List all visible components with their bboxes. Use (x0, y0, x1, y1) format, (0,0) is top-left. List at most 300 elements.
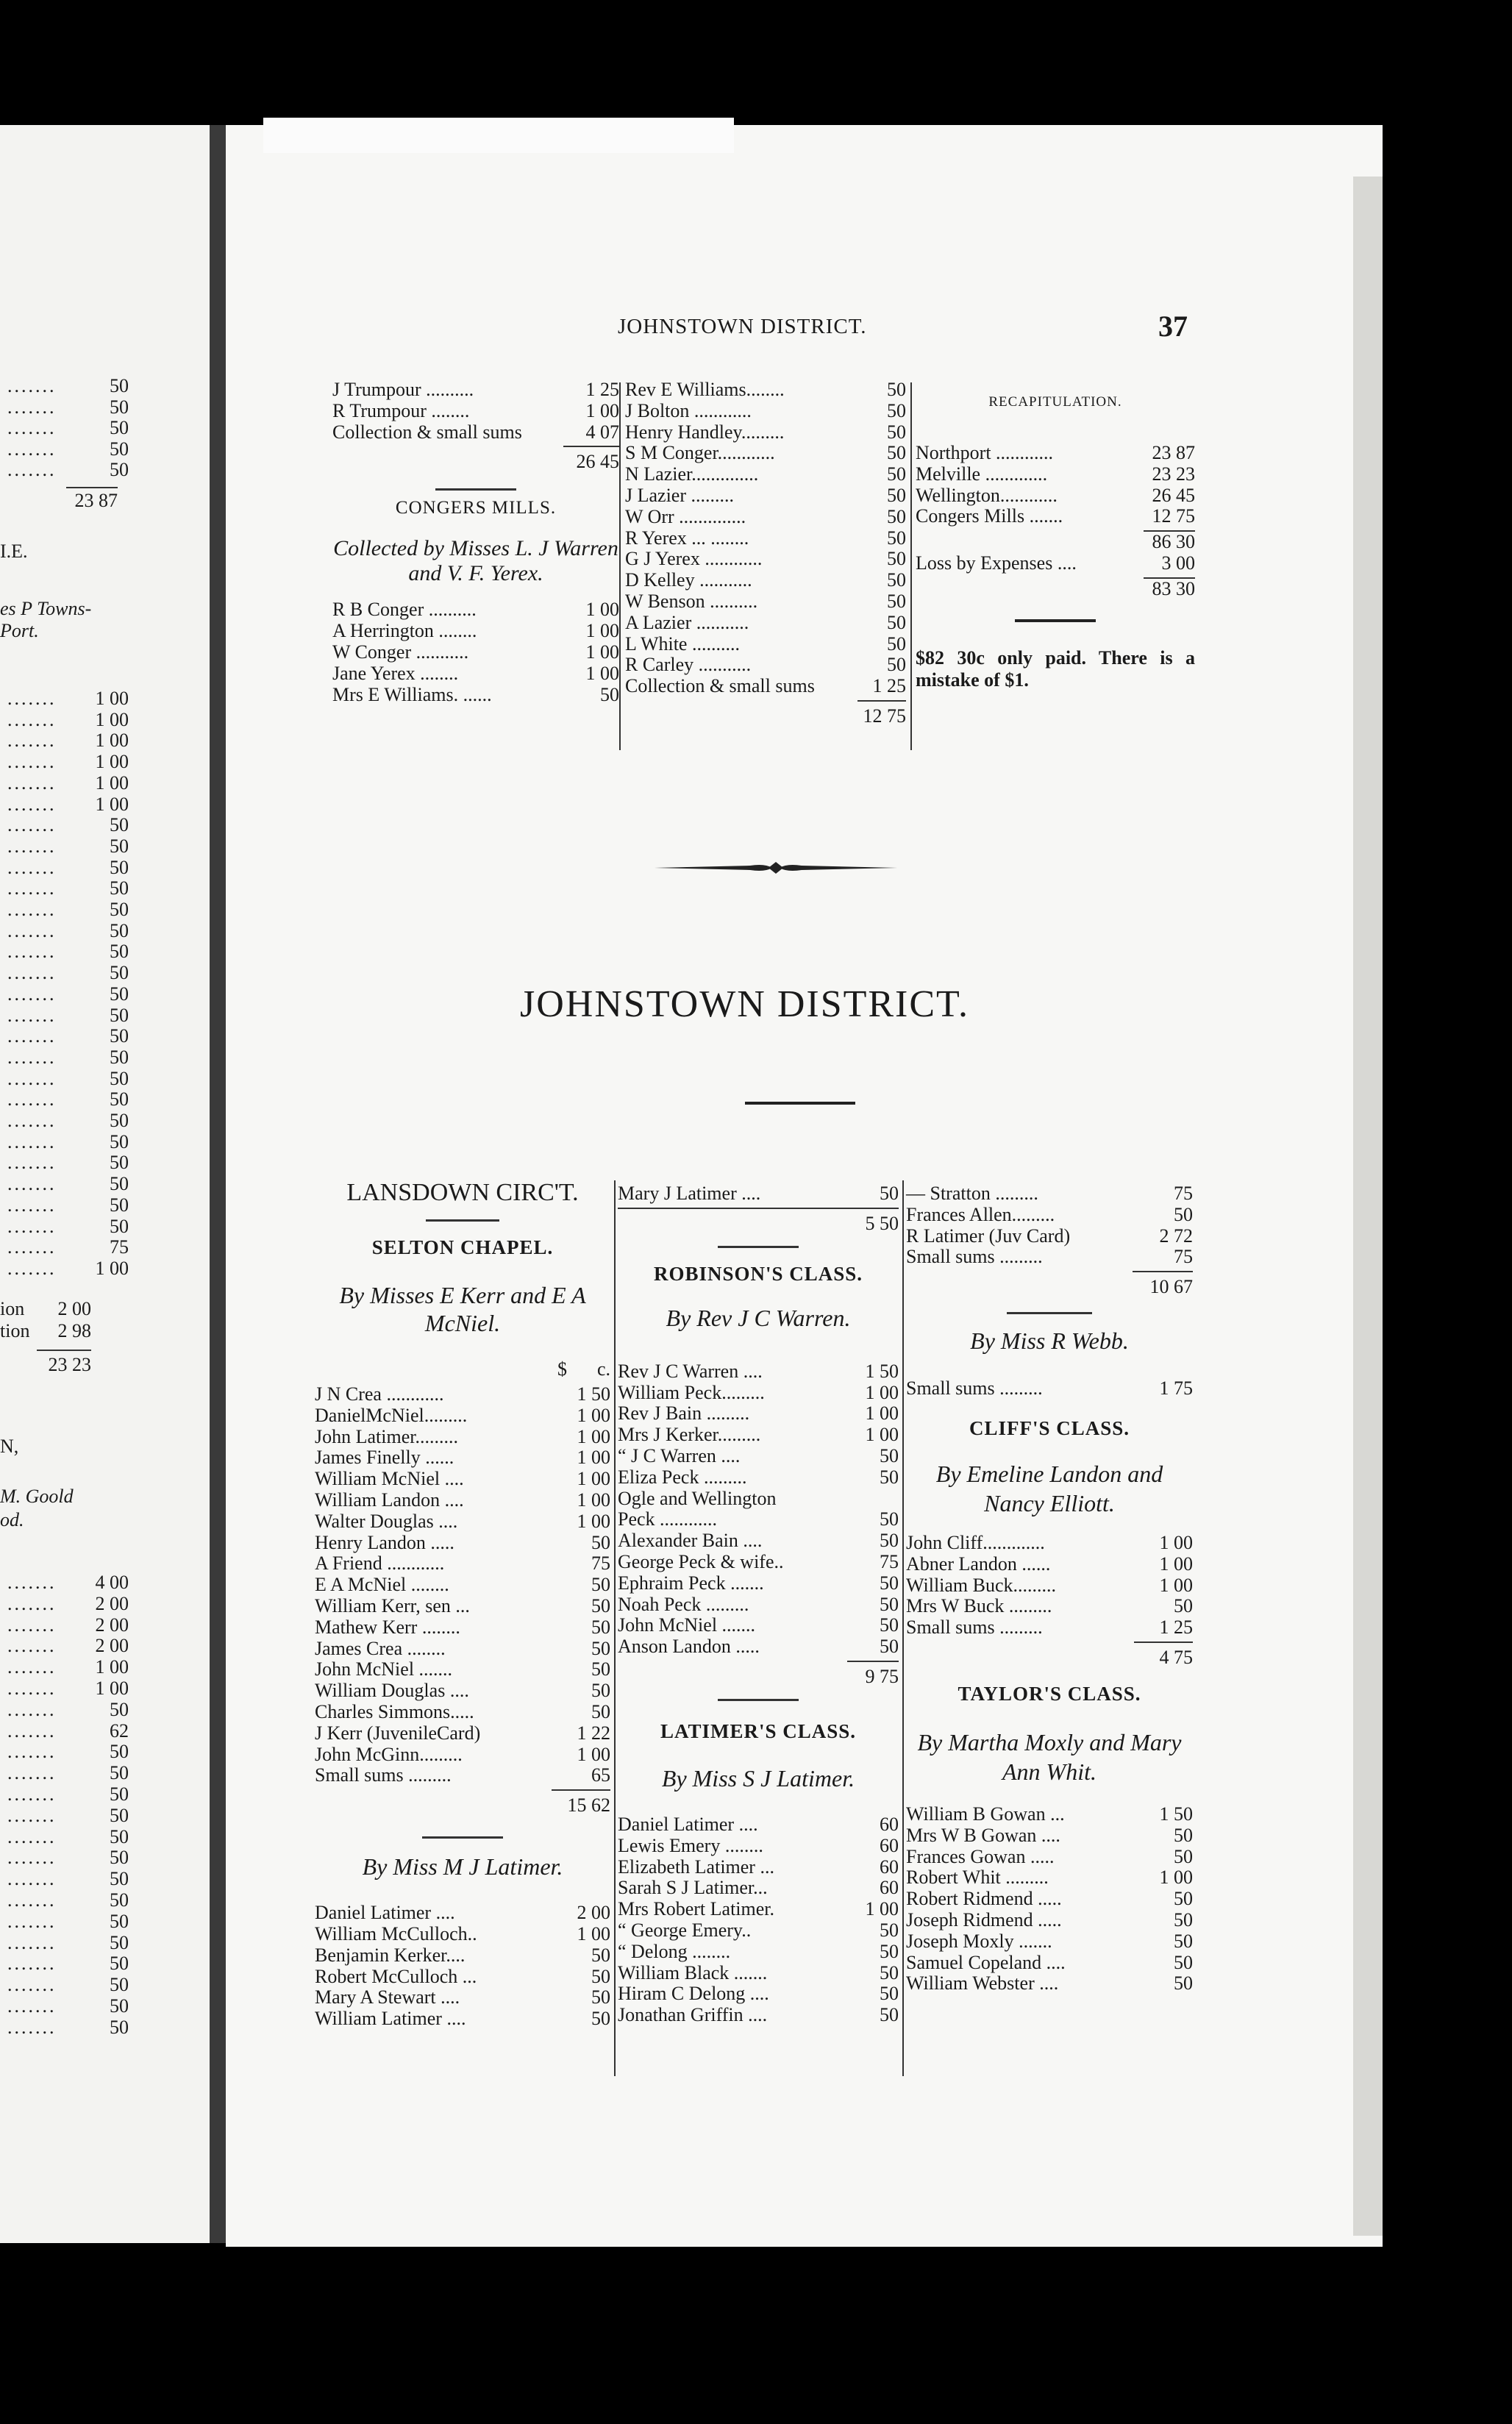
contributor-name: George Peck & wife.. (618, 1550, 784, 1572)
note: $82 30c only paid. There is a mistake of $1. (916, 646, 1195, 691)
ledger-row (315, 1659, 610, 1680)
ledger-row (625, 464, 906, 485)
amount: 50 (887, 505, 906, 527)
amount: 65 (591, 1764, 610, 1786)
amount: 50 (880, 1466, 899, 1488)
amount: 1 00 (585, 662, 619, 684)
contributor-name: Charles Simmons..... (315, 1700, 474, 1722)
leader-dots: ....... (7, 396, 57, 418)
contributor-name: Collection & small sums (332, 421, 522, 443)
ledger-row (332, 599, 619, 621)
contributor-name: Mrs J Kerker......... (618, 1424, 761, 1446)
left-amount: 50 (110, 375, 129, 396)
amount: 50 (887, 611, 906, 633)
ledger-row (332, 379, 619, 401)
amount: 1 00 (865, 1898, 899, 1920)
left-amount: 1 00 (95, 793, 129, 815)
left-amount: 50 (110, 962, 129, 984)
contributor-name: Rev E Williams........ (625, 379, 785, 400)
ornament-divider (655, 853, 897, 883)
contributor-name: William Buck......... (906, 1574, 1057, 1596)
left-amount: 50 (110, 1046, 129, 1068)
contributor-name: Sarah S J Latimer... (618, 1877, 768, 1899)
contributor-name: Mrs Robert Latimer. (618, 1898, 775, 1920)
ledger-row (315, 1405, 610, 1427)
contributor-name: James Crea ........ (315, 1637, 446, 1659)
contributor-name: Joseph Ridmend ..... (906, 1908, 1062, 1931)
ledger-row (315, 1903, 610, 1924)
ledger-row (315, 1384, 610, 1405)
ledger-row (618, 1361, 899, 1383)
ledger-row (332, 422, 619, 443)
ledger-row (315, 1575, 610, 1596)
left-amount: 50 (110, 899, 129, 920)
contributor-name: John Latimer......... (315, 1425, 458, 1447)
amount: 50 (1174, 1951, 1193, 1973)
ledger-row (625, 570, 906, 591)
leader-dots: ....... (7, 1572, 57, 1593)
ledger-row (332, 621, 619, 642)
contributor-name: William Latimer .... (315, 2008, 466, 2030)
contributor-name: Mathew Kerr ........ (315, 1616, 460, 1638)
leader-dots: ....... (7, 1995, 57, 2017)
amount: 75 (1174, 1183, 1193, 1204)
left-amount: 50 (110, 1783, 129, 1805)
class-heading: ROBINSON'S CLASS. (653, 1262, 863, 1285)
ledger-row (618, 1403, 899, 1425)
ledger-row (315, 1617, 610, 1639)
left-amount: 2 00 (57, 1298, 91, 1319)
ledger-row (906, 1953, 1193, 1974)
contributor-name: J Kerr (JuvenileCard) (315, 1722, 481, 1744)
class-heading: LATIMER'S CLASS. (660, 1719, 857, 1742)
ledger-row (625, 485, 906, 507)
collectors-note: Collected by Misses L. J Warren and V. F. Yerex. (333, 536, 618, 586)
amount: 50 (887, 632, 906, 655)
amount: 75 (1174, 1246, 1193, 1268)
contributor-name: L White .......... (625, 632, 740, 655)
left-amount: 2 98 (57, 1320, 91, 1341)
contributor-name: Congers Mills ....... (916, 505, 1063, 527)
amount: 50 (887, 527, 906, 549)
leader-dots: ....... (7, 1678, 57, 1699)
left-amount: 62 (110, 1719, 129, 1742)
amount: 1 00 (865, 1424, 899, 1446)
leader-dots: ....... (7, 962, 57, 984)
contributor-name: William Webster .... (906, 1972, 1059, 1995)
contributor-name: J Bolton ............ (625, 399, 752, 421)
ledger-row (906, 1617, 1193, 1639)
ledger-row (315, 1765, 610, 1786)
leader-dots: ....... (7, 1004, 57, 1026)
left-amount: 4 00 (95, 1572, 129, 1593)
ledger-row (906, 1910, 1193, 1931)
class-heading: CLIFF'S CLASS. (969, 1416, 1130, 1439)
contributor-name: Elizabeth Latimer ... (618, 1856, 774, 1878)
amount: 50 (591, 2008, 610, 2030)
contributor-name: Small sums ......... (906, 1616, 1043, 1639)
leader-dots: ....... (7, 459, 57, 481)
amount: 23 23 (1152, 463, 1195, 485)
ledger-row (906, 1804, 1193, 1825)
title-rule (745, 1102, 855, 1105)
leader-dots: ....... (7, 1910, 57, 1932)
amount: 50 (1174, 1203, 1193, 1225)
ledger-row (618, 2005, 899, 2026)
contributor-name: William McNiel .... (315, 1468, 464, 1490)
column-divider (614, 1180, 616, 2076)
leader-dots: ....... (7, 751, 57, 773)
amount: 50 (591, 1531, 610, 1553)
collectors-note: By Misses E Kerr and E A McNiel. (339, 1282, 586, 1336)
contributor-name: — Stratton ......... (906, 1183, 1038, 1204)
left-amount: 50 (110, 1953, 129, 1975)
leader-dots: ....... (7, 1889, 57, 1911)
contributor-name: William Landon .... (315, 1489, 464, 1511)
page-number: 37 (1158, 310, 1188, 343)
amount: 50 (880, 1961, 899, 1983)
column-divider (910, 382, 912, 750)
amount: 75 (591, 1553, 610, 1575)
left-amount: 50 (110, 417, 129, 439)
left-amount: 2 00 (95, 1592, 129, 1614)
amount: 1 00 (585, 399, 619, 421)
column-divider (902, 1180, 904, 2076)
ledger-row (906, 1205, 1193, 1226)
left-fragment: Port. (0, 620, 39, 641)
ledger-row (906, 1554, 1193, 1575)
ledger-row (625, 591, 906, 613)
contributor-name: E A McNiel ........ (315, 1574, 449, 1596)
ledger-row (315, 1469, 610, 1490)
left-amount: 50 (110, 835, 129, 857)
amount: 60 (880, 1877, 899, 1899)
ledger-row (906, 1596, 1193, 1617)
contributor-name: R Yerex ... ........ (625, 527, 749, 549)
left-total: 23 23 (37, 1350, 91, 1376)
ledger-row (332, 663, 619, 685)
ledger-row (906, 1973, 1193, 1995)
ledger-row (906, 1847, 1193, 1868)
running-header: JOHNSTOWN DISTRICT. (618, 315, 867, 338)
leader-dots: ....... (7, 417, 57, 439)
ledger-row (315, 1680, 610, 1702)
paper-strip (263, 118, 734, 153)
leader-dots: ....... (7, 1698, 57, 1720)
contributor-name: A Lazier ........... (625, 611, 749, 633)
leader-dots: ....... (7, 1046, 57, 1068)
ledger-row (625, 507, 906, 528)
left-amount: 50 (110, 1995, 129, 2017)
leader-dots: ....... (7, 1592, 57, 1614)
ledger-row (916, 443, 1195, 464)
amount: 50 (887, 569, 906, 591)
leader-dots: ....... (7, 1025, 57, 1047)
left-amount: 1 00 (95, 688, 129, 709)
left-amount: 1 00 (95, 751, 129, 773)
leader-dots: ....... (7, 730, 57, 752)
top-column-2 (625, 379, 906, 731)
ledger-row (618, 1814, 899, 1836)
left-fragment: tion (0, 1320, 30, 1341)
contributor-name: Ogle and Wellington (618, 1487, 777, 1509)
contributor-name: Collection & small sums (625, 675, 815, 697)
amount: 50 (1174, 1595, 1193, 1617)
amount: 50 (1174, 1972, 1193, 1995)
amount: 50 (880, 1508, 899, 1530)
amount: 1 00 (1159, 1553, 1193, 1575)
leader-dots: ....... (7, 2016, 57, 2038)
contributor-name: Rev J C Warren .... (618, 1360, 763, 1382)
contributor-name: Peck ............ (618, 1508, 718, 1530)
left-fragment: N, (0, 1436, 19, 1457)
top-column-3 (916, 379, 1195, 691)
leader-dots: ....... (7, 1783, 57, 1805)
amount: 12 75 (1152, 505, 1195, 527)
contributor-name: Melville ............. (916, 463, 1048, 485)
amount: 50 (600, 683, 619, 705)
loss-value: 3 00 (1161, 552, 1195, 574)
top-column-1 (332, 379, 619, 705)
ledger-row (625, 549, 906, 570)
amount: 1 00 (585, 641, 619, 663)
contributor-name: W Benson .......... (625, 590, 758, 612)
leader-dots: ....... (7, 375, 57, 396)
subtotal: 86 30 (1152, 531, 1195, 553)
section-heading: CONGERS MILLS. (395, 498, 557, 518)
left-amount: 50 (110, 1804, 129, 1826)
page-edge (1353, 177, 1383, 2236)
left-amount: 1 00 (95, 1678, 129, 1699)
contributor-name: Anson Landon ..... (618, 1636, 760, 1658)
leader-dots: ....... (7, 793, 57, 815)
contributor-name: Walter Douglas .... (315, 1510, 458, 1532)
contributor-name: John Cliff............. (906, 1531, 1045, 1553)
leader-dots: ....... (7, 835, 57, 857)
contributor-name: William McCulloch.. (315, 1922, 477, 1944)
left-amount: 50 (110, 1868, 129, 1890)
left-amount: 50 (110, 1847, 129, 1869)
ledger-row (618, 1446, 899, 1467)
ledger-row (332, 642, 619, 663)
amount: 1 22 (577, 1722, 610, 1744)
leader-dots: ....... (7, 1067, 57, 1089)
left-amount: 2 00 (95, 1635, 129, 1657)
contributor-name: Benjamin Kerker.... (315, 1944, 466, 1966)
ledger-row (315, 1723, 610, 1744)
leader-dots: ....... (7, 1236, 57, 1258)
left-amount: 50 (110, 1741, 129, 1763)
contributor-name: John McNiel ....... (618, 1614, 756, 1636)
amount: 1 50 (577, 1383, 610, 1405)
amount: 1 00 (577, 1510, 610, 1532)
amount: 50 (1174, 1888, 1193, 1910)
ledger-row (315, 1447, 610, 1469)
collectors-note: By Martha Moxly and Mary Ann Whit. (917, 1728, 1182, 1785)
ledger-row (618, 1509, 899, 1530)
ledger-row (618, 1857, 899, 1878)
amount: 60 (880, 1813, 899, 1835)
section-title: JOHNSTOWN DISTRICT. (520, 983, 969, 1025)
ledger-row (315, 1596, 610, 1617)
left-page (0, 125, 210, 2243)
amount: 50 (880, 2004, 899, 2026)
ledger-row (315, 2008, 610, 2030)
dollar-label: $ (557, 1358, 567, 1380)
amount: 4 07 (585, 421, 619, 443)
contributor-name: Henry Handley......... (625, 421, 785, 443)
ledger-row (315, 1702, 610, 1723)
loss-label: Loss by Expenses .... (916, 552, 1077, 574)
amount: 50 (880, 1940, 899, 1962)
amount: 1 25 (1159, 1616, 1193, 1639)
book-gutter (210, 125, 226, 2243)
amount: 50 (887, 548, 906, 570)
ledger-row (315, 1924, 610, 1945)
ledger-row (906, 1867, 1193, 1889)
amount: 50 (591, 1965, 610, 1987)
amount: 50 (887, 654, 906, 676)
cents-label: c. (596, 1358, 610, 1380)
collectors-note: By Rev J C Warren. (666, 1304, 851, 1331)
ledger-row (618, 1552, 899, 1573)
amount: 50 (591, 1594, 610, 1616)
left-amount: 1 00 (95, 1656, 129, 1678)
amount: 1 00 (1159, 1867, 1193, 1889)
contributor-name: Daniel Latimer .... (618, 1813, 758, 1835)
contributor-name: Joseph Moxly ....... (906, 1930, 1052, 1952)
amount: 50 (887, 442, 906, 464)
amount: 50 (591, 1944, 610, 1966)
amount: 2 00 (577, 1902, 610, 1924)
ledger-row (906, 1226, 1193, 1247)
amount: 50 (880, 1444, 899, 1466)
contributor-name: Abner Landon ...... (906, 1553, 1051, 1575)
left-fragment: es P Towns- (0, 598, 92, 619)
amount: 75 (880, 1550, 899, 1572)
amount: 1 00 (865, 1381, 899, 1403)
left-amount: 50 (110, 1910, 129, 1932)
ledger-row (916, 464, 1195, 485)
ledger-row (906, 1533, 1193, 1554)
ledger-row (315, 1945, 610, 1967)
amount: 1 25 (872, 675, 906, 697)
contributor-name: D Kelley ........... (625, 569, 752, 591)
contributor-name: J N Crea ............ (315, 1383, 444, 1405)
left-amount: 50 (110, 877, 129, 899)
left-amount: 50 (110, 983, 129, 1005)
leader-dots: ....... (7, 1173, 57, 1195)
left-amount: 1 00 (95, 730, 129, 752)
amount: 50 (591, 1986, 610, 2008)
ledger-row (625, 528, 906, 549)
leader-dots: ....... (7, 814, 57, 836)
amount: 50 (880, 1614, 899, 1636)
contributor-name: “ Delong ........ (618, 1940, 731, 1962)
ledger-row (332, 685, 619, 706)
amount: 50 (880, 1183, 899, 1204)
contributor-name: Northport ............ (916, 442, 1054, 463)
bottom-column-1 (315, 1177, 610, 2030)
left-amount: 50 (110, 856, 129, 878)
ledger-row (906, 1378, 1193, 1400)
amount: 50 (1174, 1930, 1193, 1952)
subtotal: 5 50 (865, 1212, 899, 1234)
contributor-name: Alexander Bain .... (618, 1530, 763, 1552)
left-amount: 50 (110, 1004, 129, 1026)
contributor-name: Frances Allen......... (906, 1203, 1055, 1225)
amount: 1 50 (1159, 1803, 1193, 1825)
ledger-row (315, 1490, 610, 1511)
contributor-name: N Lazier.............. (625, 463, 759, 485)
contributor-name: James Finelly ...... (315, 1447, 454, 1469)
left-amount: 75 (110, 1236, 129, 1258)
ledger-row (315, 1639, 610, 1660)
contributor-name: Noah Peck ......... (618, 1593, 749, 1615)
subtotal: 10 67 (1149, 1276, 1193, 1298)
contributor-name: Jonathan Griffin .... (618, 2004, 768, 2026)
contributor-name: William Kerr, sen ... (315, 1594, 470, 1616)
amount: 50 (880, 1636, 899, 1658)
contributor-name: Mrs W B Gowan .... (906, 1824, 1060, 1846)
contributor-name: “ George Emery.. (618, 1919, 752, 1941)
leader-dots: ....... (7, 1953, 57, 1975)
contributor-name: Frances Gowan ..... (906, 1845, 1055, 1867)
leader-dots: ....... (7, 1974, 57, 1996)
amount: 1 00 (577, 1425, 610, 1447)
amount: 50 (880, 1919, 899, 1941)
contributor-name: DanielMcNiel......... (315, 1404, 468, 1426)
subtotal: 26 45 (576, 451, 619, 473)
left-fragment: I.E. (0, 541, 28, 562)
ledger-row (332, 401, 619, 422)
left-amount: 50 (110, 1974, 129, 1996)
amount: 50 (880, 1593, 899, 1615)
amount: 50 (887, 399, 906, 421)
leader-dots: ....... (7, 983, 57, 1005)
amount: 23 87 (1152, 442, 1195, 463)
contributor-name: Wellington............ (916, 484, 1058, 506)
contributor-name: R Carley ........... (625, 654, 752, 676)
leader-dots: ....... (7, 1825, 57, 1847)
contributor-name: Eliza Peck ......... (618, 1466, 747, 1488)
ledger-row (906, 1889, 1193, 1910)
ledger-row (618, 1467, 899, 1489)
contributor-name: Small sums ......... (315, 1764, 452, 1786)
contributor-name: Small sums ......... (906, 1246, 1043, 1268)
amount: 1 00 (577, 1468, 610, 1490)
subtotal: 4 75 (1159, 1646, 1193, 1668)
amount: 50 (591, 1680, 610, 1702)
leader-dots: ....... (7, 1152, 57, 1174)
ledger-row (618, 1920, 899, 1942)
amount: 50 (591, 1700, 610, 1722)
leader-dots: ....... (7, 856, 57, 878)
amount: 2 72 (1159, 1225, 1193, 1247)
leader-dots: ....... (7, 1762, 57, 1784)
ledger-row (618, 1573, 899, 1594)
contributor-name: J Lazier ......... (625, 484, 735, 506)
amount: 1 50 (865, 1360, 899, 1382)
leader-dots: ....... (7, 1194, 57, 1216)
amount: 1 00 (1159, 1531, 1193, 1553)
subtotal: 9 75 (865, 1665, 899, 1687)
left-fragment: M. Goold (0, 1486, 74, 1507)
left-amount: 50 (110, 1025, 129, 1047)
ledger-row (906, 1931, 1193, 1953)
contributor-name: R B Conger .......... (332, 599, 477, 621)
left-amount: 1 00 (95, 771, 129, 794)
